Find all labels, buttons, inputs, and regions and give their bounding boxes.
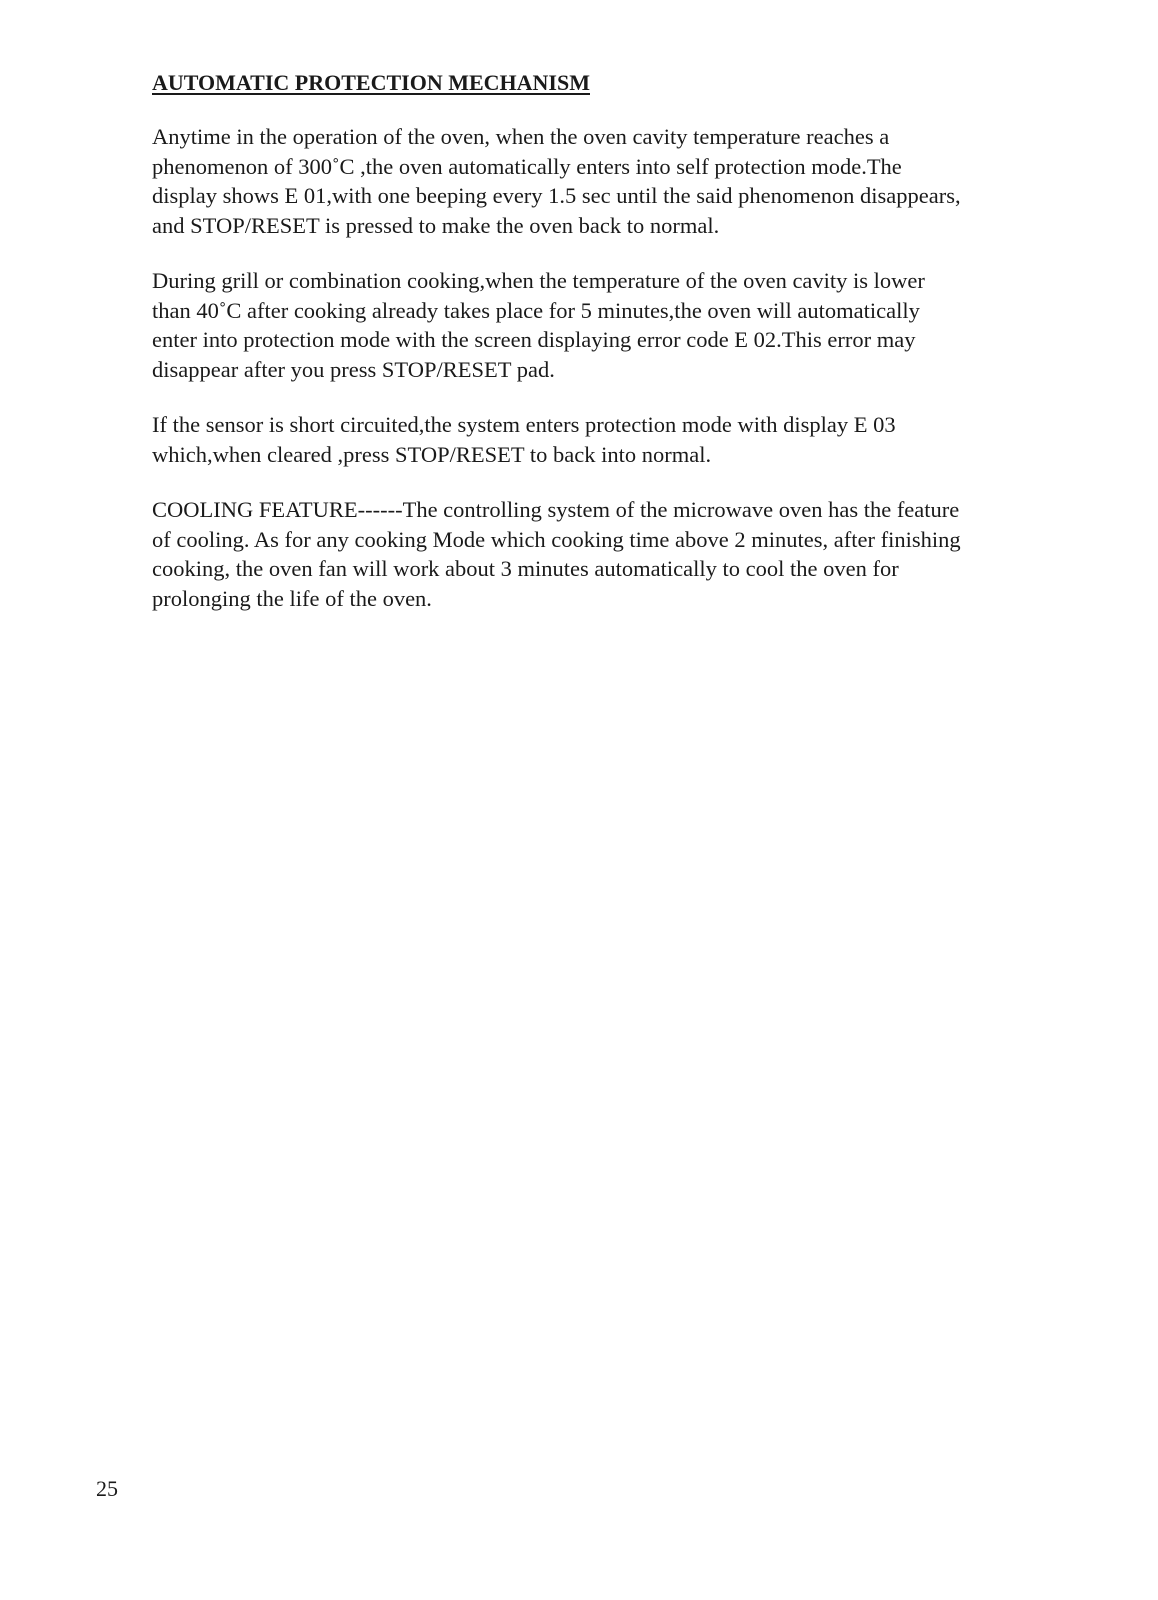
paragraph-sensor-short-circuit [152,410,1052,469]
text-line: display shows E 01,with one beeping every 1.5 sec until the said phenomenon disappears, [152,183,961,209]
page-content [152,70,1052,639]
text-line: than 40˚C after cooking already takes place for 5 minutes,the oven will automatically [152,297,920,323]
text-line: During grill or combination cooking,when the temperature of the oven cavity is lower [152,268,925,294]
paragraph-cooling-feature [152,495,1052,613]
text-line: enter into protection mode with the screen displaying error code E 02.This error may [152,327,916,353]
text-line: If the sensor is short circuited,the system enters protection mode with display E 03 [152,412,896,438]
text-line: which,when cleared ,press STOP/RESET to back into normal. [152,441,712,467]
paragraph-low-temperature-protection [152,266,1052,384]
text-line: Anytime in the operation of the oven, when the oven cavity temperature reaches a [152,124,890,150]
page-number: 25 [96,1476,118,1501]
text-line: phenomenon of 300˚C ,the oven automatically enters into self protection mode.The [152,153,902,179]
text-line: disappear after you press STOP/RESET pad. [152,356,555,382]
text-line: of cooling. As for any cooking Mode which cooking time above 2 minutes, after finishing [152,526,961,552]
text-line: prolonging the life of the oven. [152,585,432,611]
text-line: and STOP/RESET is pressed to make the oven back to normal. [152,212,720,238]
paragraph-overheat-protection [152,122,1052,240]
page-title: AUTOMATIC PROTECTION MECHANISM [152,70,590,95]
text-line: COOLING FEATURE------The controlling system of the microwave oven has the feature [152,497,960,523]
text-line: cooking, the oven fan will work about 3 minutes automatically to cool the oven for [152,556,899,582]
